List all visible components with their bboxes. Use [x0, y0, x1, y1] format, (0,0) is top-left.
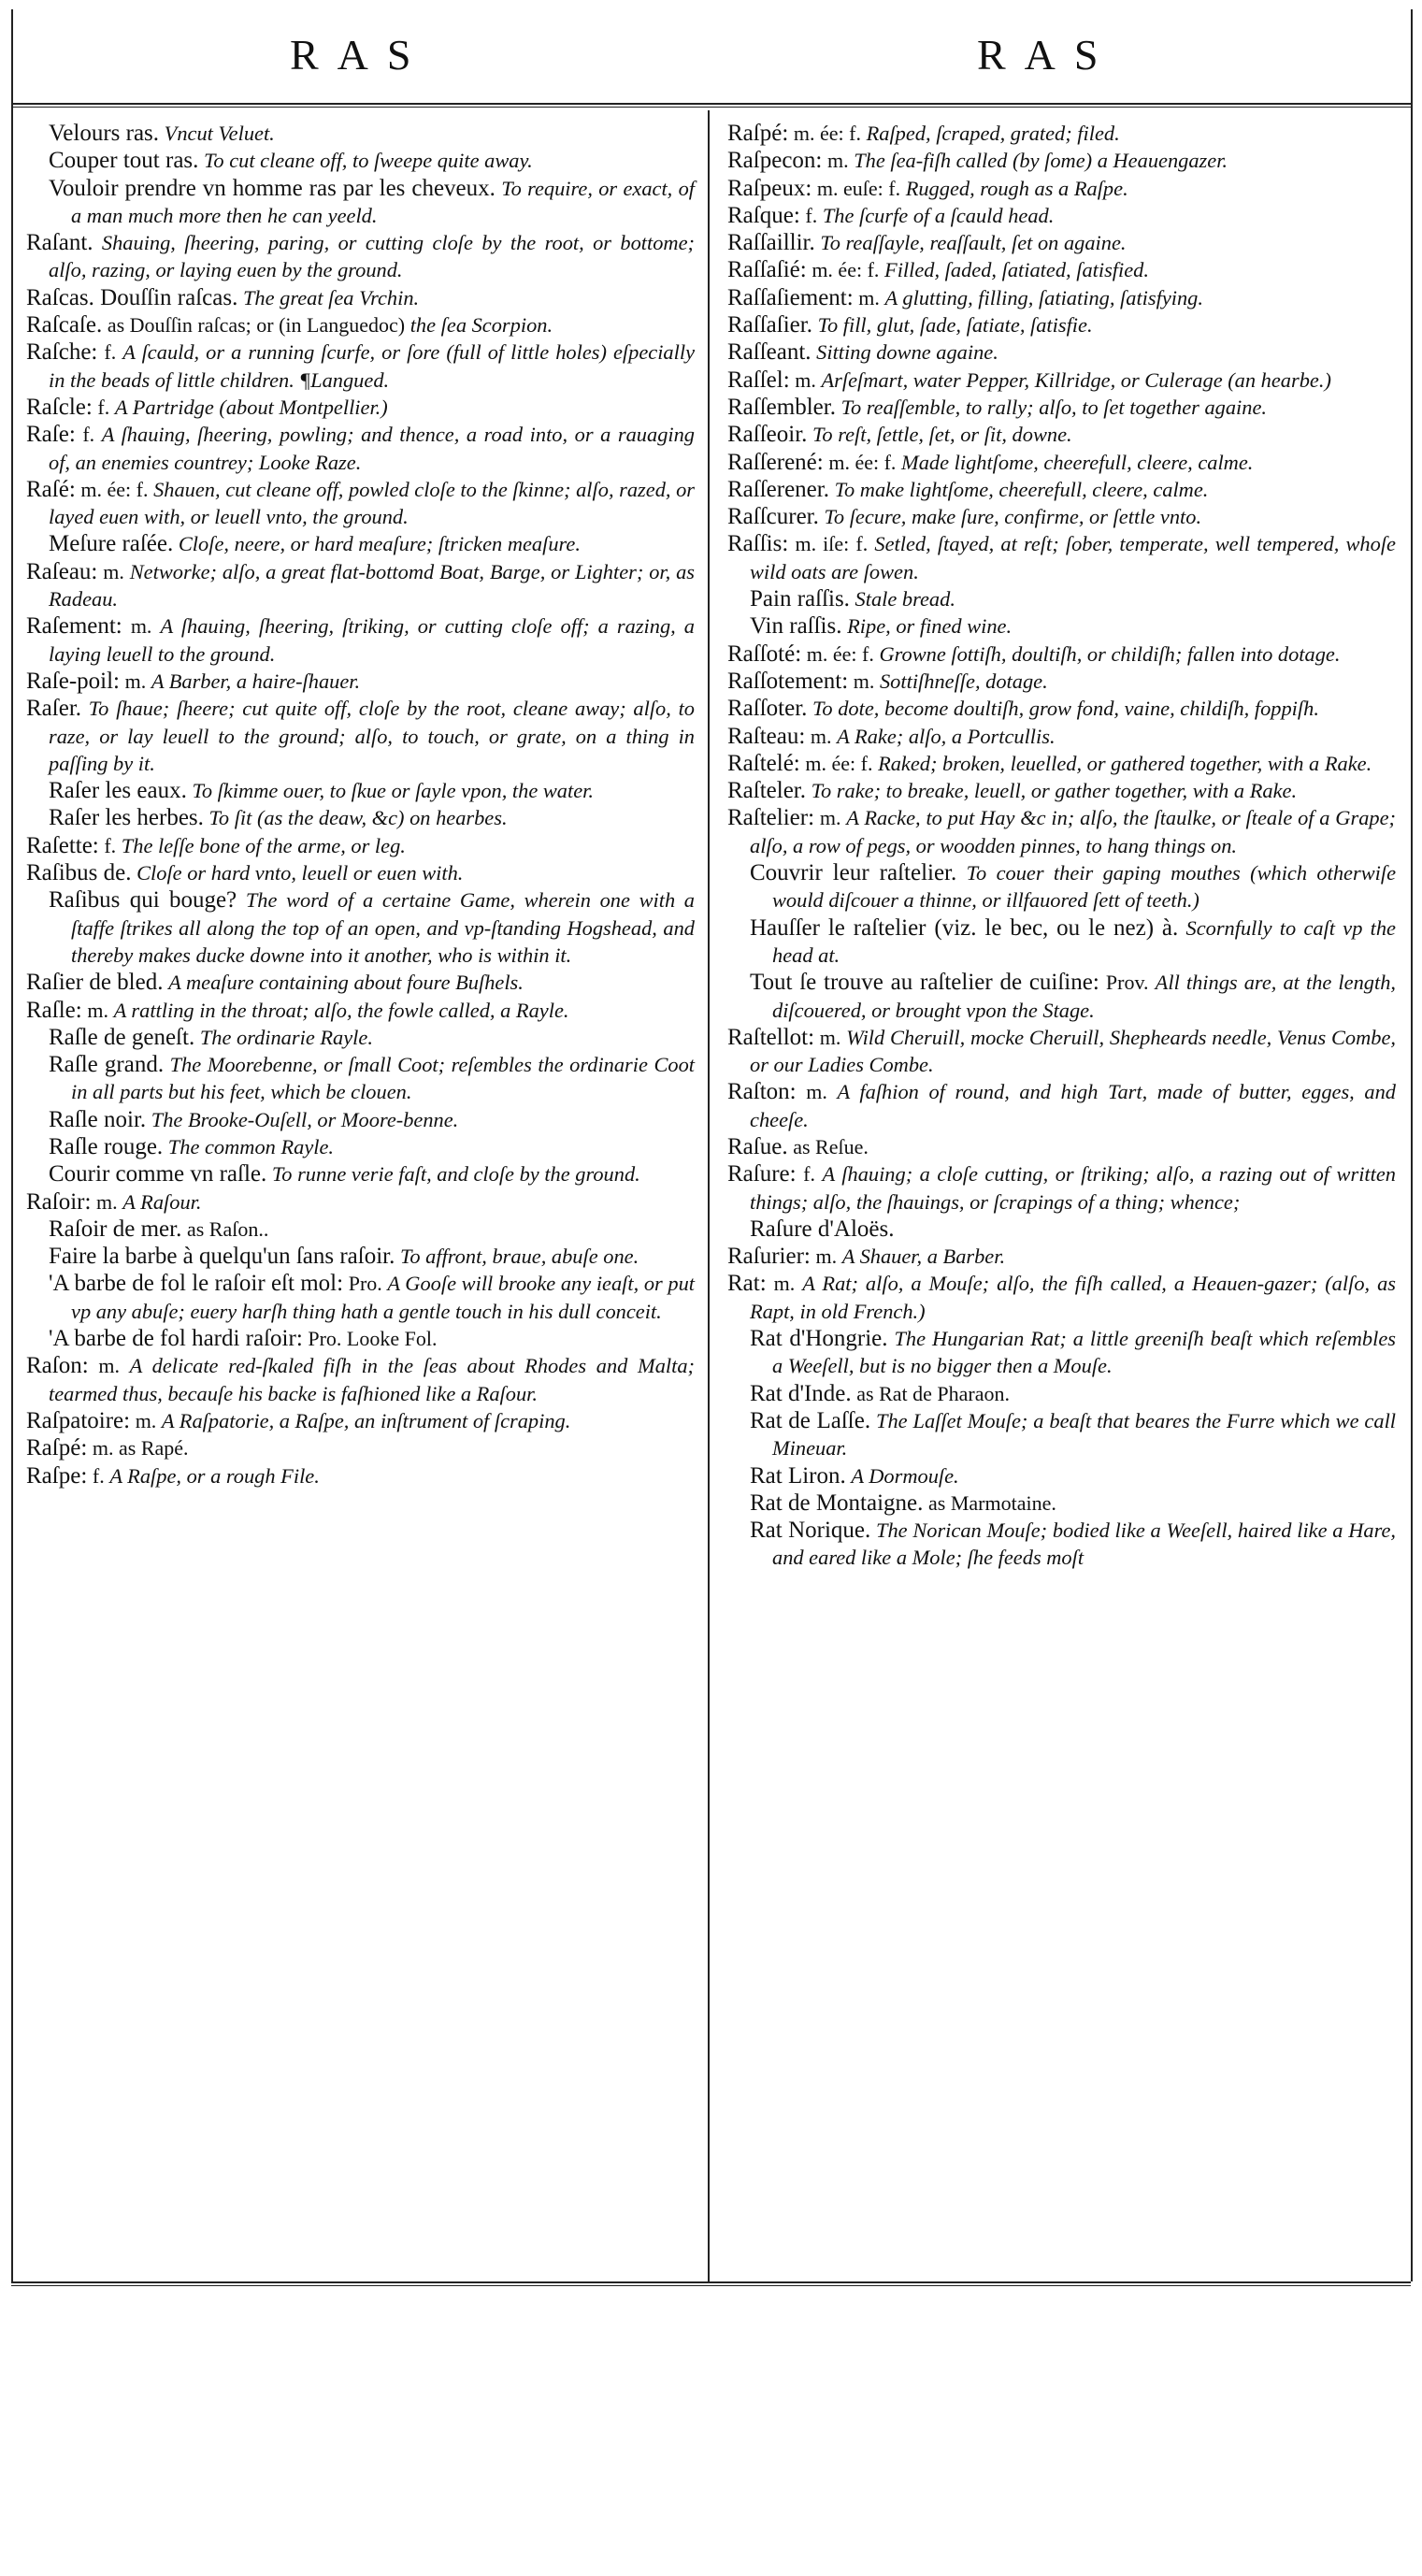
- headword: Raſe:: [26, 422, 76, 448]
- headword: Raſche:: [26, 339, 98, 366]
- dictionary-entry: [26, 1188, 695, 1216]
- footer-rule-thin: [11, 2285, 1411, 2286]
- headword: Raſſel:: [727, 367, 790, 393]
- definition: To ſecure, make ſure, confirme, or ſettle vnto.: [824, 505, 1202, 529]
- definition: The word of a certaine Game, wherein one with a ſtaffe ſtrikes all along the top of an open, and vp-ſtanding Hogshead, and thereby makes ducke downe into it another, who is within it.: [71, 888, 695, 967]
- grammar-note: m. ée: f.: [812, 258, 880, 282]
- left-column: [26, 120, 695, 1489]
- dictionary-entry: [26, 558, 695, 613]
- headword: Raſtellot:: [727, 1024, 815, 1050]
- headword: Faire la barbe à quelqu'un ſans raſoir.: [49, 1244, 395, 1270]
- grammar-note: m.: [124, 669, 147, 693]
- definition: To make lightſome, cheerefull, cleere, calme.: [834, 477, 1209, 501]
- headword: Couvrir leur raſtelier.: [750, 860, 957, 886]
- grammar-note: m. ée: f.: [828, 450, 897, 474]
- headword: Raſſoté:: [727, 640, 802, 667]
- definition: To require, or exact, of a man much more then he can yeeld.: [71, 176, 695, 227]
- definition: Sottiſhneſſe, dotage.: [879, 669, 1048, 693]
- definition: A Rat; alſo, a Mouſe; alſo, the fiſh called, a Heauen-gazer; (alſo, as Rapt, in old French.): [750, 1272, 1396, 1323]
- running-head-left: RAS: [290, 31, 430, 79]
- headword: Raſer.: [26, 696, 82, 722]
- grammar-note: m.: [103, 559, 124, 583]
- dictionary-entry: [727, 421, 1396, 448]
- headword: Raſier de bled.: [26, 970, 164, 996]
- grammar-note: m.: [96, 1189, 118, 1214]
- dictionary-entry: [26, 1216, 695, 1243]
- headword: Rat d'Inde.: [750, 1380, 852, 1406]
- column-divider: [708, 110, 710, 2281]
- definition: Shauen, cut cleane off, powled cloſe to the ſkinne; alſo, razed, or layed euen with, or leuell vnto, the ground.: [49, 477, 695, 529]
- headword: Raſibus de.: [26, 860, 132, 886]
- grammar-note: m.: [819, 806, 841, 830]
- grammar-note: m.: [853, 669, 875, 693]
- headword: Raſle noir.: [49, 1106, 147, 1132]
- dictionary-entry: [26, 284, 695, 311]
- headword: Raſure d'Aloës.: [750, 1216, 895, 1242]
- headword: Couper tout ras.: [49, 148, 199, 174]
- headword: Raſſeant.: [727, 339, 812, 366]
- dictionary-entry: [727, 284, 1396, 311]
- dictionary-entry: [26, 1106, 695, 1133]
- dictionary-entry: [727, 612, 1396, 640]
- grammar-note: f.: [805, 203, 818, 227]
- headword: Velours ras.: [49, 121, 160, 146]
- headword: Raſement:: [26, 613, 122, 640]
- headword: 'A barbe de fol le raſoir eſt mol:: [49, 1271, 344, 1297]
- grammar-note: as Douſſin raſcas; or (in Languedoc): [107, 313, 406, 338]
- definition: To runne verie faſt, and cloſe by the ground.: [271, 1162, 640, 1187]
- headword: Raſtelier:: [727, 805, 815, 831]
- definition: Raked; broken, leuelled, or gathered together, with a Rake.: [878, 751, 1372, 775]
- headword: Raſſerener.: [727, 476, 829, 502]
- dictionary-entry: [26, 668, 695, 695]
- definition: The Brooke-Ouſell, or Moore-benne.: [151, 1107, 459, 1131]
- grammar-note: f.: [104, 340, 117, 365]
- headword: Raſpeux:: [727, 175, 812, 201]
- headword: Raſcle:: [26, 394, 93, 420]
- grammar-note: m. ée: f.: [805, 751, 873, 775]
- dictionary-entry: [727, 311, 1396, 338]
- definition: The common Rayle.: [167, 1134, 335, 1158]
- grammar-note: m. euſe: f.: [816, 176, 901, 200]
- dictionary-entry: [727, 1325, 1396, 1380]
- definition: The Moorebenne, or ſmall Coot; reſembles the ordinarie Coot in all parts but his feet, which be clouen.: [71, 1053, 695, 1104]
- headword: Vin raſſis.: [750, 613, 842, 640]
- headword: Vouloir prendre vn homme ras par les cheveux.: [49, 175, 496, 201]
- definition: the ſea Scorpion.: [409, 313, 553, 338]
- headword: Raſle de geneſt.: [49, 1024, 195, 1050]
- definition: A ſhauing, ſheering, powling; and thence, a road into, or a rauaging of, an enemies countrey; Looke Raze.: [49, 423, 695, 474]
- headword: Raſé:: [26, 476, 76, 502]
- grammar-note: m. as Rapé.: [92, 1436, 189, 1461]
- grammar-note: f.: [82, 423, 95, 447]
- definition: The leſſe bone of the arme, or leg.: [121, 833, 406, 857]
- grammar-note: f.: [803, 1162, 815, 1187]
- grammar-note: m.: [773, 1272, 796, 1296]
- definition: A glutting, filling, ſatiating, ſatisfying.: [884, 285, 1203, 309]
- dictionary-entry: [727, 229, 1396, 256]
- definition: The Hungarian Rat; a little greeniſh beaſt which reſembles a Weeſell, but is no bigger then a Mouſe.: [772, 1327, 1396, 1378]
- headword: Raſſerené:: [727, 449, 824, 475]
- dictionary-entry: [727, 503, 1396, 530]
- headword: Raſſotement:: [727, 668, 849, 694]
- grammar-note: as Rat de Pharaon.: [856, 1381, 1010, 1405]
- dictionary-entry: [26, 476, 695, 531]
- definition: Raſped, ſcraped, grated; filed.: [866, 122, 1120, 145]
- definition: A faſhion of round, and high Tart, made of butter, egges, and cheeſe.: [750, 1080, 1396, 1131]
- headword: Raſette:: [26, 832, 99, 858]
- definition: Cloſe, neere, or hard meaſure; ſtricken meaſure.: [178, 532, 581, 556]
- headword: Raſſoter.: [727, 696, 808, 722]
- grammar-note: as Raſon..: [186, 1216, 269, 1241]
- definition: A ſhauing; a cloſe cutting, or ſtriking; alſo, a razing out of written things; alſo, the ſhauings, or ſcrapings of a thing; whence;: [750, 1162, 1396, 1214]
- definition: To reaſſayle, reaſſault, ſet on againe.: [820, 231, 1127, 255]
- definition: The Laſſet Mouſe; a beaſt that beares the Furre which we call Mineuar.: [772, 1408, 1397, 1461]
- grammar-note: m. ée: f.: [793, 122, 861, 145]
- headword: Raſcas. Douſſin raſcas.: [26, 284, 238, 310]
- definition: Rugged, rough as a Raſpe.: [905, 176, 1128, 200]
- dictionary-entry: [26, 229, 695, 284]
- headword: Hauſſer le raſtelier (viz. le bec, ou le nez) à.: [750, 914, 1179, 941]
- headword: Raſon:: [26, 1353, 89, 1379]
- dictionary-entry: [727, 449, 1396, 476]
- grammar-note: f.: [92, 1463, 105, 1488]
- grammar-note: m. ée: f.: [80, 477, 149, 501]
- grammar-note: m.: [815, 1245, 838, 1269]
- dictionary-entry: [727, 695, 1396, 722]
- dictionary-entry: [26, 1352, 695, 1407]
- dictionary-entry: [727, 1243, 1396, 1270]
- headword: Raſpatoire:: [26, 1407, 131, 1433]
- headword: Raſpecon:: [727, 148, 823, 174]
- definition: To dote, become doultiſh, grow fond, vaine, childiſh, foppiſh.: [812, 697, 1319, 721]
- definition: A ſcauld, or a running ſcurfe, or ſore (full of little holes) eſpecially in the beads of little children. ¶Langued.: [49, 340, 696, 392]
- dictionary-entry: [26, 969, 695, 996]
- dictionary-entry: [727, 530, 1396, 585]
- definition: A rattling in the throat; alſo, the fowle called, a Rayle.: [113, 998, 569, 1022]
- dictionary-entry: [26, 695, 695, 777]
- definition: To affront, braue, abuſe one.: [399, 1245, 639, 1269]
- definition: Ripe, or fined wine.: [847, 614, 1013, 639]
- headword: Raſle rouge.: [49, 1133, 164, 1159]
- definition: A Raſpe, or a rough File.: [109, 1463, 320, 1488]
- definition: A delicate red-ſkaled fiſh in the ſeas about Rhodes and Malta; tearmed thus, becauſe his backe is faſhioned like a Raſour.: [49, 1354, 695, 1405]
- grammar-note: m. ée: f.: [806, 641, 874, 666]
- definition: To fill, glut, ſade, ſatiate, ſatisfie.: [817, 313, 1093, 338]
- dictionary-entry: [727, 1133, 1396, 1160]
- headword: Raſteler.: [727, 778, 806, 804]
- dictionary-entry: [26, 147, 695, 174]
- headword: Raſſaſié:: [727, 257, 807, 283]
- dictionary-entry: [727, 394, 1396, 421]
- dictionary-entry: [727, 476, 1396, 503]
- grammar-note: m.: [135, 1408, 157, 1432]
- definition: Filled, ſaded, ſatiated, ſatisfied.: [884, 258, 1149, 282]
- headword: Raſle:: [26, 997, 82, 1023]
- headword: Rat de Montaigne.: [750, 1489, 924, 1516]
- dictionary-entry: [727, 969, 1396, 1024]
- headword: Raſpe:: [26, 1462, 88, 1489]
- definition: To reſt, ſettle, ſet, or ſit, downe.: [812, 423, 1072, 447]
- dictionary-entry: [727, 1462, 1396, 1489]
- headword: Raſer les eaux.: [49, 778, 187, 804]
- headword: Raſant.: [26, 230, 93, 256]
- definition: To cut cleane off, to ſweepe quite away.: [204, 149, 533, 173]
- headword: Raſſaillir.: [727, 230, 815, 256]
- grammar-note: f.: [97, 395, 110, 419]
- headword: Raſſaſiement:: [727, 284, 854, 310]
- dictionary-entry: [26, 1325, 695, 1352]
- dictionary-entry: [727, 1024, 1396, 1079]
- grammar-note: m.: [87, 998, 108, 1022]
- headword: Raſpé:: [26, 1435, 88, 1461]
- dictionary-entry: [26, 1133, 695, 1160]
- grammar-note: m.: [795, 367, 816, 392]
- dictionary-entry: [727, 256, 1396, 283]
- dictionary-entry: [26, 394, 695, 421]
- dictionary-entry: [26, 612, 695, 668]
- running-head-right: RAS: [977, 31, 1117, 79]
- headword: Rat:: [727, 1271, 767, 1297]
- dictionary-entry: [727, 120, 1396, 147]
- definition: Growne ſottiſh, doultiſh, or childiſh; fallen into dotage.: [879, 641, 1341, 666]
- headword: Raſſcurer.: [727, 504, 819, 530]
- definition: A Shauer, a Barber.: [841, 1245, 1006, 1269]
- dictionary-entry: [727, 1216, 1396, 1243]
- headword: Raſle grand.: [49, 1052, 165, 1078]
- headword: Raſe-poil:: [26, 668, 120, 694]
- grammar-note: as Reſue.: [793, 1134, 869, 1158]
- headword: Rat de Laſſe.: [750, 1407, 871, 1433]
- dictionary-entry: [727, 338, 1396, 366]
- headword: Raſteau:: [727, 723, 806, 749]
- dictionary-entry: [26, 1462, 695, 1489]
- dictionary-entry: [26, 530, 695, 557]
- definition: A Rake; alſo, a Portcullis.: [837, 724, 1056, 748]
- definition: To ſit (as the deaw, &c) on hearbes.: [208, 806, 508, 830]
- dictionary-entry: [727, 202, 1396, 229]
- dictionary-entry: [727, 1380, 1396, 1407]
- dictionary-entry: [727, 1489, 1396, 1517]
- headword: Rat d'Hongrie.: [750, 1326, 888, 1352]
- dictionary-entry: [727, 1407, 1396, 1462]
- headword: Raſure:: [727, 1161, 797, 1187]
- headword: Raſſaſier.: [727, 312, 812, 338]
- headword: Raſſembler.: [727, 394, 836, 420]
- dictionary-entry: [727, 859, 1396, 914]
- dictionary-entry: [727, 914, 1396, 970]
- headword: Raſer les herbes.: [49, 805, 204, 831]
- definition: A Gooſe will brooke any ieaſt, or put vp any abuſe; euery harſh thing hath a gentle touch in his dull conceit.: [71, 1272, 695, 1323]
- dictionary-entry: [727, 585, 1396, 612]
- dictionary-entry: [26, 1160, 695, 1187]
- definition: The great ſea Vrchin.: [242, 285, 420, 309]
- grammar-note: m.: [858, 285, 880, 309]
- dictionary-entry: [727, 175, 1396, 202]
- dictionary-entry: [727, 147, 1396, 174]
- headword: Raſoir de mer.: [49, 1216, 182, 1242]
- dictionary-entry: [26, 120, 695, 147]
- headword: Raſtelé:: [727, 750, 800, 776]
- dictionary-entry: [26, 804, 695, 831]
- grammar-note: Pro.: [348, 1272, 382, 1296]
- definition: The ſcurfe of a ſcauld head.: [822, 203, 1055, 227]
- definition: All things are, at the length, diſcouered, or brought vpon the Stage.: [772, 971, 1396, 1022]
- definition: Networke; alſo, a great flat-bottomd Boat, Barge, or Lighter; or, as Radeau.: [49, 559, 695, 612]
- header-rule: [11, 103, 1411, 105]
- definition: The ſea-fiſh called (by ſome) a Heauengazer.: [854, 149, 1228, 173]
- definition: A Barber, a haire-ſhauer.: [151, 669, 361, 693]
- footer-rule: [11, 2281, 1411, 2283]
- dictionary-entry: [26, 777, 695, 804]
- headword: Rat Liron.: [750, 1462, 846, 1489]
- headword: Raſpé:: [727, 121, 789, 146]
- dictionary-entry: [727, 668, 1396, 695]
- definition: A Raſpatorie, a Raſpe, an inſtrument of ſcraping.: [161, 1408, 571, 1432]
- headword: Raſcaſe.: [26, 312, 103, 338]
- dictionary-entry: [727, 367, 1396, 394]
- header-rule-thin: [11, 107, 1411, 108]
- dictionary-entry: [26, 832, 695, 859]
- headword: Raſurier:: [727, 1244, 811, 1270]
- dictionary-entry: [26, 1243, 695, 1270]
- dictionary-entry: [26, 1434, 695, 1461]
- dictionary-entry: [727, 1160, 1396, 1216]
- dictionary-entry: [26, 859, 695, 886]
- definition: The Norican Mouſe; bodied like a Weeſell, haired like a Hare, and eared like a Mole; ſhe feeds moſt: [772, 1518, 1396, 1570]
- headword: Raſue.: [727, 1133, 788, 1159]
- definition: Arſeſmart, water Pepper, Killridge, or Culerage (an hearbe.): [821, 367, 1331, 392]
- grammar-note: Pro. Looke Fol.: [308, 1327, 438, 1351]
- definition: To couer their gaping mouthes (which otherwiſe would diſcouer a thinne, or illfauored ſett of teeth.): [772, 861, 1397, 913]
- grammar-note: Prov.: [1105, 971, 1149, 995]
- headword: Raſoir:: [26, 1188, 92, 1215]
- grammar-note: m.: [810, 724, 832, 748]
- definition: A Partridge (about Montpellier.): [114, 395, 388, 419]
- headword: Tout ſe trouve au raſtelier de cuiſine:: [750, 970, 1099, 996]
- dictionary-entry: [26, 421, 695, 476]
- headword: Courir comme vn raſle.: [49, 1161, 267, 1187]
- dictionary-entry: [26, 311, 695, 338]
- page-header: [0, 11, 1422, 114]
- grammar-note: m.: [806, 1080, 827, 1104]
- definition: A Raſour.: [122, 1189, 202, 1214]
- definition: A Racke, to put Hay &c in; alſo, the ſtaulke, or ſteale of a Grape; alſo, a row of pegs, or woodden pinnes, to hang things on.: [750, 806, 1396, 857]
- definition: Wild Cheruill, mocke Cheruill, Shepheards needle, Venus Combe, or our Ladies Combe.: [750, 1025, 1396, 1077]
- dictionary-entry: [26, 1270, 695, 1325]
- grammar-note: m. iſe: f.: [795, 532, 869, 556]
- grammar-note: as Marmotaine.: [928, 1490, 1056, 1515]
- dictionary-entry: [727, 750, 1396, 777]
- grammar-note: f.: [104, 833, 117, 857]
- dictionary-entry: [26, 175, 695, 230]
- definition: To rake; to breake, leuell, or gather together, with a Rake.: [811, 779, 1298, 803]
- dictionary-entry: [727, 1270, 1396, 1325]
- dictionary-entry: [26, 1407, 695, 1434]
- dictionary-entry: [26, 997, 695, 1024]
- grammar-note: m.: [819, 1025, 841, 1049]
- dictionary-entry: [727, 640, 1396, 668]
- dictionary-entry: [727, 804, 1396, 859]
- dictionary-entry: [727, 1517, 1396, 1572]
- definition: A meaſure containing about foure Buſhels.: [168, 971, 524, 995]
- definition: Scornfully to caſt vp the head at.: [772, 915, 1396, 967]
- dictionary-entry: [26, 886, 695, 969]
- dictionary-entry: [727, 1078, 1396, 1133]
- headword: Raſſeoir.: [727, 422, 808, 448]
- definition: Vncut Veluet.: [164, 122, 275, 145]
- definition: A Dormouſe.: [851, 1463, 959, 1488]
- headword: Raſſis:: [727, 531, 789, 557]
- definition: Shauing, ſheering, paring, or cutting cloſe by the root, or bottome; alſo, razing, or laying euen by the ground.: [49, 231, 695, 282]
- definition: To ſkimme ouer, to ſkue or ſayle vpon, the water.: [192, 779, 594, 803]
- grammar-note: m.: [826, 149, 849, 173]
- grammar-note: m.: [98, 1354, 120, 1378]
- dictionary-entry: [727, 777, 1396, 804]
- definition: Stale bread.: [855, 587, 955, 612]
- headword: Meſure raſée.: [49, 531, 174, 557]
- grammar-note: m.: [130, 614, 152, 639]
- definition: A ſhauing, ſheering, ſtriking, or cutting cloſe off; a razing, a laying leuell to the ground.: [49, 614, 695, 666]
- definition: Setled, ſtayed, at reſt; ſober, temperate, well tempered, whoſe wild oats are ſowen.: [750, 532, 1396, 583]
- headword: Raſque:: [727, 202, 800, 228]
- right-column: [727, 120, 1396, 1572]
- definition: The ordinarie Rayle.: [199, 1025, 373, 1049]
- headword: Raſeau:: [26, 558, 98, 584]
- definition: Made lightſome, cheerefull, cleere, calme.: [901, 450, 1254, 474]
- headword: Rat Norique.: [750, 1518, 871, 1544]
- headword: Raſton:: [727, 1079, 797, 1105]
- headword: Pain raſſis.: [750, 586, 850, 612]
- headword: 'A barbe de fol hardi raſoir:: [49, 1326, 303, 1352]
- definition: To ſhaue; ſheere; cut quite off, cloſe by the root, cleane away; alſo, to raze, or lay leuell to the ground; alſo, to touch, or grate, on a thing in paſſing by it.: [49, 697, 695, 775]
- dictionary-entry: [26, 1051, 695, 1106]
- definition: Cloſe or hard vnto, leuell or euen with.: [136, 861, 464, 885]
- dictionary-entry: [727, 723, 1396, 750]
- headword: Raſibus qui bouge?: [49, 887, 237, 914]
- dictionary-entry: [26, 1024, 695, 1051]
- dictionary-entry: [26, 338, 695, 394]
- definition: Sitting downe againe.: [816, 340, 998, 365]
- definition: To reaſſemble, to rally; alſo, to ſet together againe.: [840, 395, 1267, 419]
